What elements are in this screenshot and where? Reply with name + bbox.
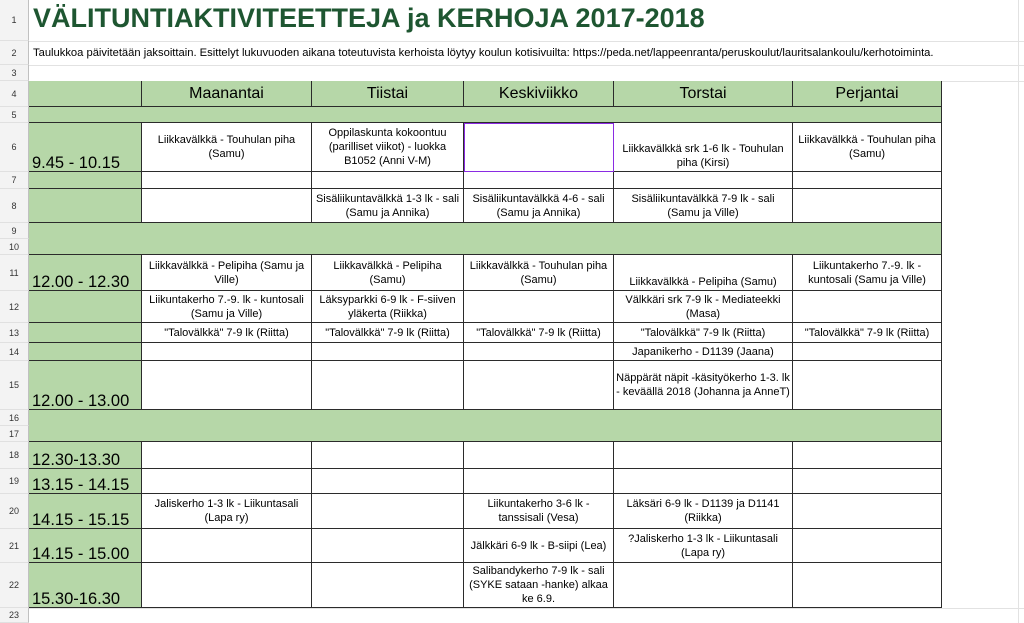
gridline (29, 65, 1024, 66)
activity-cell[interactable] (142, 343, 312, 361)
activity-cell[interactable] (793, 291, 942, 323)
activity-cell[interactable]: Liikkavälkkä - Touhulan piha (Samu) (793, 123, 942, 172)
row-header-22[interactable]: 22 (0, 563, 29, 608)
row-header-7[interactable]: 7 (0, 172, 29, 189)
time-cell[interactable] (29, 172, 142, 189)
time-cell[interactable]: 13.15 - 14.15 (29, 469, 142, 494)
activity-cell[interactable] (464, 343, 614, 361)
time-cell[interactable]: 12.00 - 12.30 (29, 255, 142, 291)
header-thursday[interactable]: Torstai (614, 81, 793, 107)
activity-cell[interactable]: Välkkäri srk 7-9 lk - Mediateekki (Masa) (614, 291, 793, 323)
activity-cell[interactable] (614, 563, 793, 608)
activity-cell[interactable]: Sisäliikuntavälkkä 1-3 lk - sali (Samu ja Annika) (312, 189, 464, 223)
gridline (29, 41, 1024, 42)
activity-cell[interactable]: Oppilaskunta kokoontuu (parilliset viikot) - luokka B1052 (Anni V-M) (312, 123, 464, 172)
activity-cell[interactable] (614, 442, 793, 469)
activity-cell[interactable]: Liikkavälkkä srk 1-6 lk - Touhulan piha (Kirsi) (614, 123, 793, 172)
row-header-6[interactable]: 6 (0, 123, 29, 172)
activity-cell[interactable]: Jaliskerho 1-3 lk - Liikuntasali (Lapa ry) (142, 494, 312, 529)
row-header-11[interactable]: 11 (0, 255, 29, 291)
row-header-13[interactable]: 13 (0, 323, 29, 343)
activity-cell[interactable] (793, 529, 942, 563)
time-cell[interactable] (29, 343, 142, 361)
activity-cell[interactable]: "Talovälkkä" 7-9 lk (Riitta) (793, 323, 942, 343)
activity-cell[interactable] (793, 469, 942, 494)
spacer-band (29, 223, 942, 255)
activity-cell[interactable] (793, 563, 942, 608)
row-header-12[interactable]: 12 (0, 291, 29, 323)
row-header-5[interactable]: 5 (0, 107, 29, 123)
cell-time-header[interactable] (29, 81, 142, 107)
activity-cell[interactable] (312, 529, 464, 563)
activity-cell[interactable] (142, 469, 312, 494)
row-header-23[interactable]: 23 (0, 608, 29, 623)
activity-cell[interactable]: Liikuntakerho 7.-9. lk - kuntosali (Samu ja Ville) (142, 291, 312, 323)
activity-cell[interactable]: Liikuntakerho 7.-9. lk - kuntosali (Samu ja Ville) (793, 255, 942, 291)
row-header-10[interactable]: 10 (0, 239, 29, 255)
activity-cell[interactable] (312, 442, 464, 469)
activity-cell[interactable] (312, 361, 464, 410)
time-cell[interactable] (29, 323, 142, 343)
time-cell[interactable]: 14.15 - 15.00 (29, 529, 142, 563)
activity-cell[interactable] (312, 469, 464, 494)
activity-cell[interactable]: "Talovälkkä" 7-9 lk (Riitta) (464, 323, 614, 343)
activity-cell[interactable]: Läksyparkki 6-9 lk - F-siiven yläkerta (Riikka) (312, 291, 464, 323)
header-friday[interactable]: Perjantai (793, 81, 942, 107)
row-header-14[interactable]: 14 (0, 343, 29, 361)
activity-cell[interactable] (142, 442, 312, 469)
activity-cell[interactable]: Japanikerho - D1139 (Jaana) (614, 343, 793, 361)
sheet-subtitle[interactable]: Taulukkoa päivitetään jaksoittain. Esittelyt lukuvuoden aikana toteutuvista kerhoista löytyy koulun kotisivuilta: https://peda.net/lappeenranta/peruskoulut/lauritsalankoulu/kerhotoiminta. (33, 47, 934, 59)
activity-cell[interactable]: ?Jaliskerho 1-3 lk - Liikuntasali (Lapa ry) (614, 529, 793, 563)
activity-cell[interactable]: "Talovälkkä" 7-9 lk (Riitta) (312, 323, 464, 343)
spacer-band (29, 410, 942, 442)
activity-cell[interactable]: "Talovälkkä" 7-9 lk (Riitta) (142, 323, 312, 343)
activity-cell[interactable] (793, 361, 942, 410)
activity-cell[interactable] (793, 442, 942, 469)
selected-cell[interactable] (464, 123, 614, 172)
activity-cell[interactable] (312, 343, 464, 361)
activity-cell[interactable] (464, 172, 614, 189)
activity-cell[interactable] (464, 361, 614, 410)
activity-cell[interactable] (614, 172, 793, 189)
activity-cell[interactable]: Liikkavälkkä - Pelipiha (Samu) (614, 255, 793, 291)
activity-cell[interactable] (464, 442, 614, 469)
activity-cell[interactable] (142, 361, 312, 410)
row-header-16[interactable]: 16 (0, 410, 29, 426)
row-header-8[interactable]: 8 (0, 189, 29, 223)
header-tuesday[interactable]: Tiistai (312, 81, 464, 107)
row-header-21[interactable]: 21 (0, 529, 29, 563)
row-header-15[interactable]: 15 (0, 361, 29, 410)
activity-cell[interactable] (464, 469, 614, 494)
activity-cell[interactable]: Liikkavälkkä - Pelipiha (Samu ja Ville) (142, 255, 312, 291)
activity-cell[interactable] (312, 494, 464, 529)
activity-cell[interactable]: Liikkavälkkä - Touhulan piha (Samu) (142, 123, 312, 172)
sheet-title[interactable]: VÄLITUNTIAKTIVITEETTEJA ja KERHOJA 2017-2018 (33, 3, 705, 33)
activity-cell[interactable]: Sisäliikuntavälkkä 7-9 lk - sali (Samu ja Ville) (614, 189, 793, 223)
activity-cell[interactable]: Jälkkäri 6-9 lk - B-siipi (Lea) (464, 529, 614, 563)
activity-cell[interactable] (464, 291, 614, 323)
time-cell[interactable]: 12.00 - 13.00 (29, 361, 142, 410)
activity-cell[interactable] (793, 189, 942, 223)
row-header-1[interactable]: 1 (0, 0, 29, 41)
activity-cell[interactable]: Liikuntakerho 3-6 lk - tanssisali (Vesa) (464, 494, 614, 529)
activity-cell[interactable] (793, 494, 942, 529)
activity-cell[interactable]: Salibandykerho 7-9 lk - sali (SYKE sataan -hanke) alkaa ke 6.9. (464, 563, 614, 608)
time-cell[interactable]: 14.15 - 15.15 (29, 494, 142, 529)
row-header-19[interactable]: 19 (0, 469, 29, 494)
activity-cell[interactable]: Näppärät näpit -käsityökerho 1-3. lk - keväällä 2018 (Johanna ja AnneT) (614, 361, 793, 410)
activity-cell[interactable] (793, 172, 942, 189)
row-header-18[interactable]: 18 (0, 442, 29, 469)
time-cell[interactable] (29, 189, 142, 223)
time-cell[interactable]: 12.30-13.30 (29, 442, 142, 469)
gridline (29, 608, 1024, 609)
header-wednesday[interactable]: Keskiviikko (464, 81, 614, 107)
row-header-4[interactable]: 4 (0, 81, 29, 107)
activity-cell[interactable] (142, 563, 312, 608)
activity-cell[interactable] (614, 469, 793, 494)
row-header-2[interactable]: 2 (0, 41, 29, 65)
row-header-9[interactable]: 9 (0, 223, 29, 239)
row-header-20[interactable]: 20 (0, 494, 29, 529)
activity-cell[interactable] (793, 343, 942, 361)
gridline (1018, 0, 1019, 623)
activity-cell[interactable] (142, 189, 312, 223)
time-cell[interactable]: 9.45 - 10.15 (29, 123, 142, 172)
activity-cell[interactable]: Läksäri 6-9 lk - D1139 ja D1141 (Riikka) (614, 494, 793, 529)
time-cell[interactable] (29, 291, 142, 323)
activity-cell[interactable] (142, 172, 312, 189)
activity-cell[interactable] (142, 529, 312, 563)
activity-cell[interactable]: Liikkavälkkä - Pelipiha (Samu) (312, 255, 464, 291)
time-cell[interactable]: 15.30-16.30 (29, 563, 142, 608)
activity-cell[interactable] (312, 563, 464, 608)
header-monday[interactable]: Maanantai (142, 81, 312, 107)
activity-cell[interactable]: "Talovälkkä" 7-9 lk (Riitta) (614, 323, 793, 343)
spacer-band (29, 107, 942, 123)
activity-cell[interactable] (312, 172, 464, 189)
activity-cell[interactable]: Liikkavälkkä - Touhulan piha (Samu) (464, 255, 614, 291)
row-header-17[interactable]: 17 (0, 426, 29, 442)
activity-cell[interactable]: Sisäliikuntavälkkä 4-6 - sali (Samu ja Annika) (464, 189, 614, 223)
row-header-3[interactable]: 3 (0, 65, 29, 81)
